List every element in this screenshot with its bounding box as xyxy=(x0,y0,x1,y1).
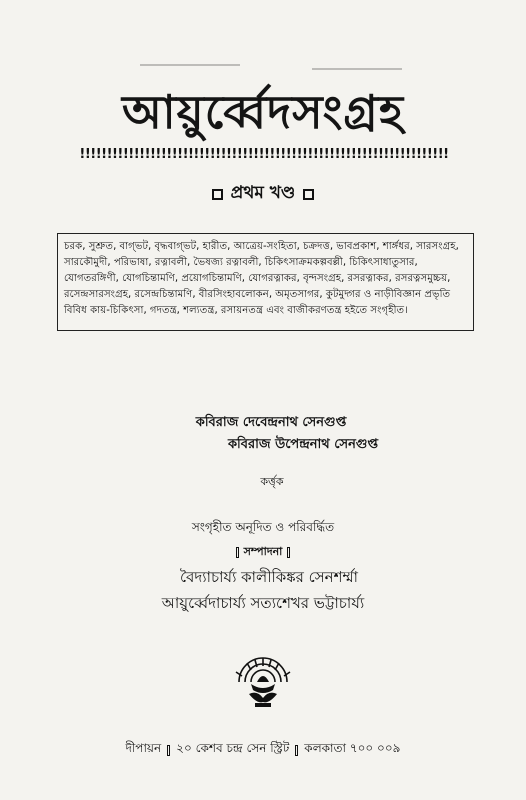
sources-box xyxy=(57,233,474,331)
editor-name: আয়ুর্ব্বেদাচার্য্য সত্যশেখর ভট্টাচার্য্য xyxy=(161,594,365,612)
square-ornament-icon xyxy=(212,189,223,200)
publisher-city: কলকাতা ৭০০ ০০৯ xyxy=(304,741,401,755)
by-label: কর্ত্তৃক xyxy=(260,475,284,488)
editor-label-row xyxy=(0,543,526,562)
bar-ornament-icon xyxy=(167,745,170,756)
editor-name: বৈদ্যাচার্য্য কালীকিঙ্কর সেনশর্ম্মা xyxy=(179,568,358,586)
author-name: কবিরাজ দেবেন্দ্রনাথ সেনগুপ্ত xyxy=(195,415,347,430)
book-title: আয়ুর্ব্বেদসংগ্রহ xyxy=(121,85,405,139)
scan-mark xyxy=(140,64,240,66)
sources-text: চরক, সুশ্রুত, বাগ্ভট, বৃদ্ধবাগ্ভট, হারীত, আত্রেয়-সংহিতা, চক্রদত্ত, ভাবপ্রকাশ, শার্ঙ্গধর, সারসংগ্রহ, সারকৌমুদী, পরিভাষা, রত্নাবলী, ভৈষজ্য রত্নাবলী, চিকিৎসাক্রমকল্পবল্লী, চিকিৎসাধাতুসার, যোগতরঙ্গিণী, যোগচিন্তামণি, প্রয়োগচিন্তামণি, যোগরত্নাকর, বৃন্দসংগ্রহ, রসরত্নাকর, রসরত্নসমুচ্চয়, রসেন্দ্রসারসংগ্রহ, রসেন্দ্রচিন্তামণি, বীরসিংহাবলোকন, অমৃতসাগর, কুটমুদ্গর ও নাড়ীবিজ্ঞান প্রভৃতি বিবিধ কায়-চিকিৎসা, গদতন্ত্র, শল্যতন্ত্র, রসায়নতন্ত্র এবং বাজীকরণতন্ত্র হইতে সংগৃহীত। xyxy=(64,241,459,316)
volume-label-row xyxy=(0,180,526,208)
publisher-street: ২০ কেশব চন্দ্র সেন স্ট্রিট xyxy=(176,741,290,755)
bar-ornament-icon xyxy=(287,547,290,558)
bar-ornament-icon xyxy=(295,745,298,756)
description: সংগৃহীত অনূদিত ও পরিবর্দ্ধিত xyxy=(191,520,335,534)
square-ornament-icon xyxy=(303,189,314,200)
publisher-logo-icon xyxy=(225,652,301,710)
decorative-rule: !!!!!!!!!!!!!!!!!!!!!!!!!!!!!!!!!!!!!!!!!!!!!!!!!!!!!!!!!!!!!!!!!!!! xyxy=(79,147,449,162)
author-name: কবিরাজ উপেন্দ্রনাথ সেনগুপ্ত xyxy=(227,437,379,452)
editor-label: সম্পাদনা xyxy=(243,545,283,558)
publisher-name: দীপায়ন xyxy=(125,741,162,755)
volume-label: প্রথম খণ্ড xyxy=(230,183,296,203)
publisher-address xyxy=(0,740,526,760)
bar-ornament-icon xyxy=(236,547,239,558)
scan-mark xyxy=(312,68,402,70)
